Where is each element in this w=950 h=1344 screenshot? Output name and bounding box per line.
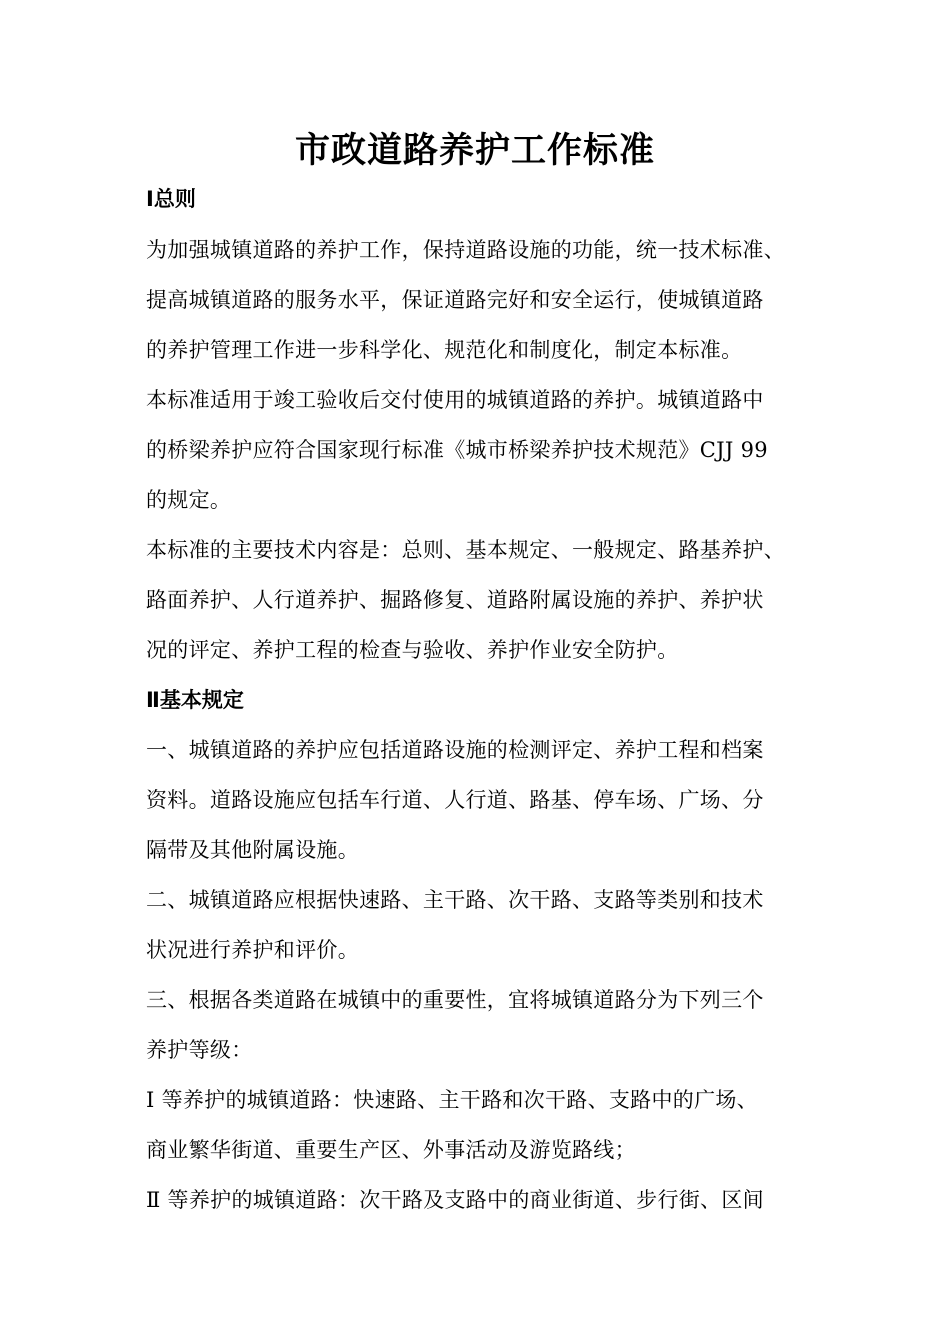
paragraph-line: 状况进行养护和评价。	[146, 938, 359, 962]
paragraph-line: 的桥梁养护应符合国家现行标准《城市桥梁养护技术规范》CJJ 99	[146, 438, 768, 462]
paragraph-line: 路面养护、人行道养护、掘路修复、道路附属设施的养护、养护状	[146, 588, 764, 612]
paragraph-line: 况的评定、养护工程的检查与验收、养护作业安全防护。	[146, 638, 679, 662]
paragraph-line: 为加强城镇道路的养护工作，保持道路设施的功能，统一技术标准、	[146, 238, 785, 262]
paragraph-line: 资料。道路设施应包括车行道、人行道、路基、停车场、广场、分	[146, 788, 764, 812]
paragraph-line: 养护等级：	[146, 1038, 253, 1062]
paragraph-line: 的养护管理工作进一步科学化、规范化和制度化，制定本标准。	[146, 338, 743, 362]
paragraph-line: 二、城镇道路应根据快速路、主干路、次干路、支路等类别和技术	[146, 888, 764, 912]
paragraph-line: 本标准的主要技术内容是：总则、基本规定、一般规定、路基养护、	[146, 538, 785, 562]
paragraph-line: 一、城镇道路的养护应包括道路设施的检测评定、养护工程和档案	[146, 738, 764, 762]
document-title: 市政道路养护工作标准	[294, 130, 655, 171]
paragraph-line: Ⅱ 等养护的城镇道路：次干路及支路中的商业街道、步行街、区间	[146, 1188, 764, 1212]
paragraph-line: 隔带及其他附属设施。	[146, 838, 359, 862]
paragraph-line: 提高城镇道路的服务水平，保证道路完好和安全运行，使城镇道路	[146, 288, 764, 312]
paragraph-line: 三、根据各类道路在城镇中的重要性，宜将城镇道路分为下列三个	[146, 988, 764, 1012]
paragraph-line: 商业繁华街道、重要生产区、外事活动及游览路线；	[146, 1138, 636, 1162]
paragraph-line: Ⅰ 等养护的城镇道路：快速路、主干路和次干路、支路中的广场、	[146, 1088, 758, 1112]
paragraph-line: 本标准适用于竣工验收后交付使用的城镇道路的养护。城镇道路中	[146, 388, 764, 412]
paragraph-line: 的规定。	[146, 488, 232, 512]
section-heading-general: Ⅰ总则	[146, 187, 196, 211]
section-heading-basic-rules: Ⅱ基本规定	[146, 688, 244, 712]
